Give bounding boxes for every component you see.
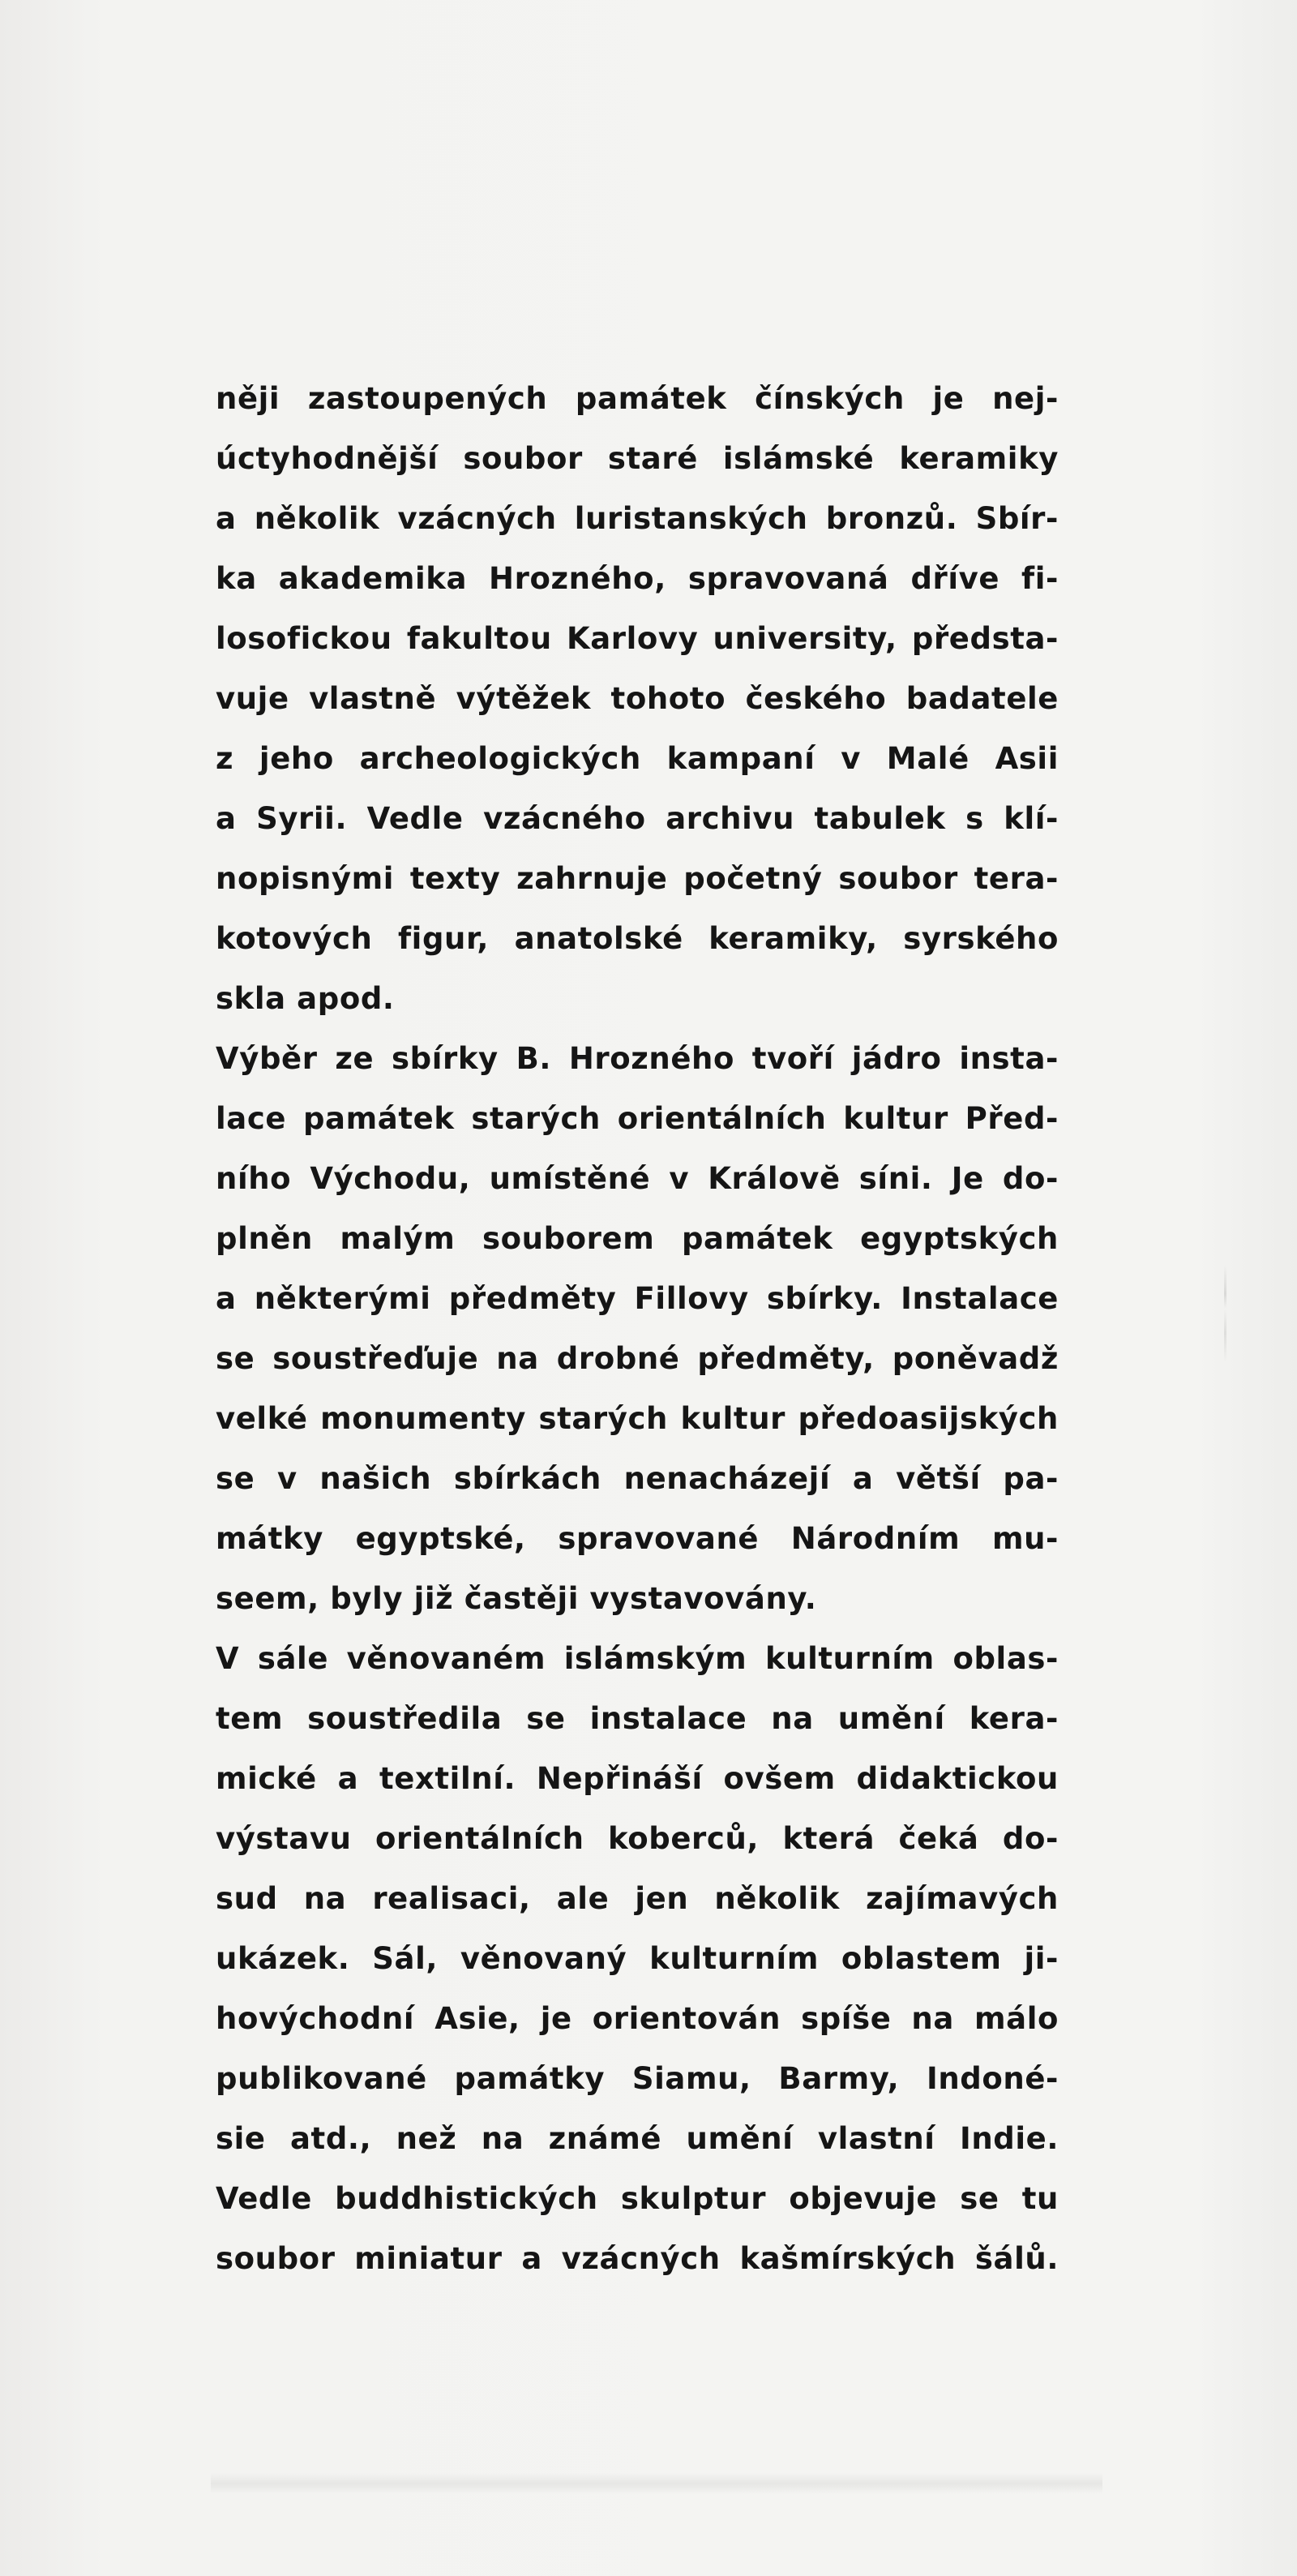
text-line: a některými předměty Fillovy sbírky. Instalace [216, 1281, 1059, 1316]
text-line: mické a textilní. Nepřináší ovšem didaktickou [216, 1761, 1059, 1796]
text-line: losofickou fakultou Karlovy university, předsta- [216, 621, 1059, 656]
text-line: něji zastoupených památek čínských je nej- [216, 381, 1059, 416]
paper-shadow [211, 2473, 1102, 2494]
text-line: vuje vlastně výtěžek tohoto českého badatele [216, 681, 1059, 716]
text-line: Vedle buddhistických skulptur objevuje se tu [216, 2181, 1059, 2216]
text-line: ka akademika Hrozného, spravovaná dříve fi- [216, 561, 1059, 596]
text-line: se v našich sbírkách nenacházejí a větší pa- [216, 1461, 1059, 1496]
text-line: z jeho archeologických kampaní v Malé Asii [216, 741, 1059, 776]
text-line: úctyhodnější soubor staré islámské keramiky [216, 441, 1059, 476]
text-line: sie atd., než na známé umění vlastní Indie. [216, 2121, 1059, 2156]
text-line: Výběr ze sbírky B. Hrozného tvoří jádro insta- [216, 1041, 1059, 1076]
text-line: hovýchodní Asie, je orientován spíše na málo [216, 2001, 1059, 2036]
text-line: výstavu orientálních koberců, která čeká do- [216, 1821, 1059, 1856]
text-line: lace památek starých orientálních kultur Před- [216, 1101, 1059, 1136]
text-line: mátky egyptské, spravované Národním mu- [216, 1521, 1059, 1556]
text-line: skla apod. [216, 981, 395, 1016]
text-line: nopisnými texty zahrnuje početný soubor tera- [216, 861, 1059, 896]
text-line: publikované památky Siamu, Barmy, Indoné- [216, 2061, 1059, 2096]
text-line: soubor miniatur a vzácných kašmírských šálů. [216, 2241, 1059, 2276]
text-line: a Syrii. Vedle vzácného archivu tabulek s klí- [216, 801, 1059, 836]
text-line: seem, byly již častěji vystavovány. [216, 1581, 817, 1616]
text-line: se soustřeďuje na drobné předměty, poněvadž [216, 1341, 1059, 1376]
text-line: ního Východu, umístěné v Královĕ síni. Je do- [216, 1161, 1059, 1196]
text-line: kotových figur, anatolské keramiky, syrského [216, 921, 1059, 956]
text-line: ukázek. Sál, věnovaný kulturním oblastem ji- [216, 1941, 1059, 1976]
text-line: sud na realisaci, ale jen několik zajímavých [216, 1881, 1059, 1916]
body-text [216, 369, 1059, 2289]
text-line: plněn malým souborem památek egyptských [216, 1221, 1059, 1256]
text-line: a několik vzácných luristanských bronzů. Sbír- [216, 501, 1059, 536]
paper-speck [1224, 1265, 1226, 1362]
text-line: tem soustředila se instalace na umění kera- [216, 1701, 1059, 1736]
text-line: velké monumenty starých kultur předoasijských [216, 1401, 1059, 1436]
text-line: V sále věnovaném islámským kulturním oblas- [216, 1641, 1059, 1676]
